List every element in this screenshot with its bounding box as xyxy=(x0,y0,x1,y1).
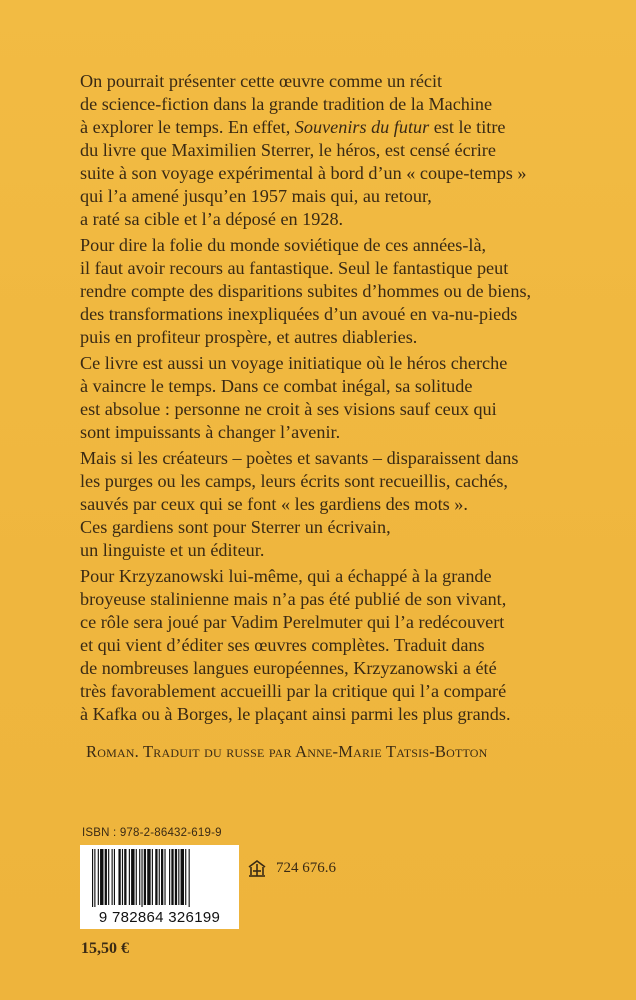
barcode-bar xyxy=(100,849,103,905)
barcode-bar xyxy=(178,849,179,905)
barcode-bar xyxy=(131,849,134,905)
barcode-bars xyxy=(92,849,227,907)
blurb-line: Ce livre est aussi un voyage initiatique où le héros cherche xyxy=(80,353,508,373)
blurb-line: il faut avoir recours au fantastique. Seul le fantastique peut xyxy=(80,258,509,278)
barcode-bar xyxy=(108,849,109,905)
blurb-line xyxy=(80,116,600,139)
blurb-line-part: est le titre xyxy=(429,117,506,137)
barcode-bar xyxy=(152,849,153,905)
blurb-line: des transformations inexpliquées d’un avoué en va-nu-pieds xyxy=(80,304,518,324)
blurb-line: est absolue : personne ne croit à ses visions sauf ceux qui xyxy=(80,399,497,419)
barcode-bar xyxy=(94,849,95,907)
blurb-line: puis en profiteur prospère, et autres diableries. xyxy=(80,327,418,347)
barcode-bar xyxy=(175,849,177,905)
blurb-paragraph-3 xyxy=(80,352,600,444)
barcode-bar xyxy=(155,849,157,905)
blurb-line: Pour dire la folie du monde soviétique de ces années-là, xyxy=(80,235,487,255)
blurb-line-part: à explorer le temps. En effet, xyxy=(80,117,295,137)
blurb-line: du livre que Maximilien Sterrer, le héros, est censé écrire xyxy=(80,140,496,160)
barcode-bar xyxy=(171,849,173,905)
barcode-bar xyxy=(161,849,163,905)
barcode-bar xyxy=(169,849,170,905)
barcode-bar xyxy=(122,849,123,905)
blurb-line: de science-fiction dans la grande tradition de la Machine xyxy=(80,94,493,114)
blurb-line: un linguiste et un éditeur. xyxy=(80,540,265,560)
isbn-label: ISBN : 978-2-86432-619-9 xyxy=(82,827,222,839)
blurb-line: qui l’a amené jusqu’en 1957 mais qui, au retour, xyxy=(80,186,432,206)
blurb-line: Mais si les créateurs – poètes et savants – disparaissent dans xyxy=(80,448,519,468)
blurb-line: suite à son voyage expérimental à bord d’un « coupe-temps » xyxy=(80,163,527,183)
blurb-line: rendre compte des disparitions subites d’hommes ou de biens, xyxy=(80,281,532,301)
barcode-bar xyxy=(112,849,113,905)
blurb-line: et qui vient d’éditer ses œuvres complètes. Traduit dans xyxy=(80,635,485,655)
publisher-logo-icon xyxy=(246,857,268,879)
blurb-line: broyeuse stalinienne mais n’a pas été publié de son vivant, xyxy=(80,589,507,609)
blurb-text xyxy=(80,70,600,729)
blurb-line: On pourrait présenter cette œuvre comme un récit xyxy=(80,71,443,91)
barcode-bar xyxy=(118,849,120,905)
barcode-bar xyxy=(185,849,186,905)
blurb-paragraph-1 xyxy=(80,70,600,231)
barcode-bar xyxy=(139,849,140,905)
barcode-bar xyxy=(124,849,126,905)
blurb-line: ce rôle sera joué par Vadim Perelmuter qui l’a redécouvert xyxy=(80,612,505,632)
barcode-bar xyxy=(105,849,107,905)
barcode-bar xyxy=(98,849,99,905)
barcode-bar xyxy=(92,849,93,907)
publisher-code xyxy=(246,857,336,879)
barcode-bar xyxy=(159,849,160,905)
blurb-line: sauvés par ceux qui se font « les gardiens des mots ». xyxy=(80,494,468,514)
price: 15,50 € xyxy=(81,940,129,957)
barcode-bar xyxy=(189,849,190,907)
blurb-line: a raté sa cible et l’a déposé en 1928. xyxy=(80,209,344,229)
blurb-line: de nombreuses langues européennes, Krzyzanowski a été xyxy=(80,658,497,678)
barcode-bar xyxy=(129,849,130,905)
blurb-line: sont impuissants à changer l’avenir. xyxy=(80,422,341,442)
barcode xyxy=(80,845,239,929)
translation-credit: Roman. Traduit du russe par Anne-Marie Tatsis-Botton xyxy=(86,742,488,761)
blurb-paragraph-5 xyxy=(80,565,600,726)
barcode-bar xyxy=(181,849,184,905)
barcode-bar xyxy=(164,849,165,905)
barcode-bar xyxy=(141,849,142,907)
barcode-bar xyxy=(144,849,146,905)
barcode-digits: 9 782864 326199 xyxy=(98,909,221,926)
blurb-line: Ces gardiens sont pour Sterrer un écrivain, xyxy=(80,517,391,537)
barcode-bar xyxy=(114,849,115,905)
blurb-line: très favorablement accueilli par la critique qui l’a comparé xyxy=(80,681,507,701)
book-title-italic: Souvenirs du futur xyxy=(294,117,430,137)
barcode-bar xyxy=(136,849,137,905)
blurb-line: à vaincre le temps. Dans ce combat inégal, sa solitude xyxy=(80,376,473,396)
publisher-code-number: 724 676.6 xyxy=(276,859,336,876)
blurb-line: à Kafka ou à Borges, le plaçant ainsi parmi les plus grands. xyxy=(80,704,511,724)
blurb-paragraph-2 xyxy=(80,234,600,349)
blurb-line: Pour Krzyzanowski lui-même, qui a échappé à la grande xyxy=(80,566,492,586)
blurb-line: les purges ou les camps, leurs écrits sont recueillis, cachés, xyxy=(80,471,508,491)
barcode-bar xyxy=(147,849,150,905)
blurb-paragraph-4 xyxy=(80,447,600,562)
